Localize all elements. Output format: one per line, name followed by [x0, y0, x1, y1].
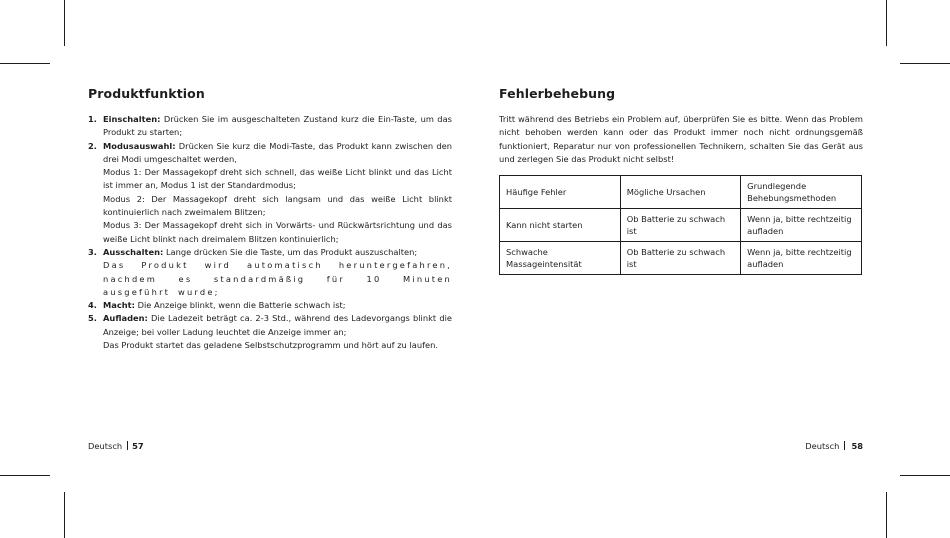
intro-paragraph: Tritt während des Betriebs ein Problem auf, überprüfen Sie es bitte. Wenn das Problem nicht behoben werden kann oder das Produkt immer noch nicht ordnungsgemäß funktioniert, Reparatur nur von professionellen Technikern, schalten Sie das Gerät aus und zerlegen Sie das Produkt nicht selbst! — [499, 114, 863, 164]
footer-language: Deutsch — [88, 441, 123, 451]
crop-mark — [900, 63, 950, 64]
table-row — [500, 242, 862, 275]
table-cell: Wenn ja, bitte rechtzeitig aufladen — [741, 242, 862, 275]
item-number: 1. — [88, 114, 97, 124]
feature-list — [88, 113, 452, 352]
list-item — [88, 246, 452, 299]
item-term: Modusauswahl: — [103, 140, 176, 151]
crop-mark — [900, 475, 950, 476]
item-text: Die Anzeige blinkt, wenn die Batterie schwach ist; — [137, 300, 346, 311]
item-number: 2. — [88, 140, 97, 151]
page-title: Fehlerbehebung — [499, 86, 616, 101]
list-item — [88, 113, 452, 140]
crop-mark — [886, 0, 887, 46]
table-header-row — [500, 176, 862, 209]
troubleshooting-table — [499, 175, 862, 275]
list-item — [88, 299, 452, 312]
column-header: Grundlegende Behebungsmethoden — [741, 176, 862, 209]
table-row — [500, 209, 862, 242]
footer-right — [805, 441, 863, 451]
column-header: Häufige Fehler — [500, 176, 621, 209]
item-text: Die Ladezeit beträgt ca. 2-3 Std., während des Ladevorgangs blinkt die Anzeige; bei voller Ladung leuchtet die Anzeige immer an; — [103, 313, 452, 337]
crop-mark — [0, 63, 50, 64]
table-cell: Kann nicht starten — [500, 209, 621, 242]
item-term: Ausschalten: — [103, 246, 164, 257]
item-term: Macht: — [103, 300, 135, 311]
list-item — [88, 312, 452, 352]
table-cell: Schwache Massageintensität — [500, 242, 621, 275]
item-text: Das Produkt wird automatisch heruntergefahren, nachdem es standardmäßig für 10 Minuten ausgeführt wurde; — [103, 260, 452, 297]
item-text: Modus 3: Der Massagekopf dreht sich in Vorwärts- und Rückwärtsrichtung und das weiße Licht blinkt nach dreimalem Blitzen kontinuierlich; — [103, 220, 452, 244]
item-text: Lange drücken Sie die Taste, um das Produkt auszuschalten; — [165, 246, 418, 257]
footer-language: Deutsch — [805, 441, 840, 451]
page-number: 58 — [851, 441, 863, 451]
crop-mark — [886, 492, 887, 538]
footer-divider — [127, 441, 128, 450]
table-cell: Ob Batterie zu schwach ist — [620, 209, 740, 242]
right-page — [499, 86, 863, 269]
footer-divider — [844, 441, 845, 450]
page-title: Produktfunktion — [88, 86, 205, 101]
list-item — [88, 140, 452, 246]
crop-mark — [64, 0, 65, 46]
item-text: Modus 1: Der Massagekopf dreht sich schnell, das weiße Licht blinkt und das Licht ist immer an, Modus 1 ist der Standardmodus; — [103, 167, 452, 191]
item-text: Das Produkt startet das geladene Selbstschutzprogramm und hört auf zu laufen. — [103, 340, 439, 351]
left-page — [88, 86, 452, 352]
column-header: Mögliche Ursachen — [620, 176, 740, 209]
page-number: 57 — [132, 441, 144, 451]
crop-mark — [0, 475, 50, 476]
item-number: 4. — [88, 300, 97, 311]
item-text: Drücken Sie im ausgeschalteten Zustand kurz die Ein-Taste, um das Produkt zu starten; — [103, 114, 452, 138]
item-text: Drücken Sie kurz die Modi-Taste, das Produkt kann zwischen den drei Modi umgeschaltet werden, — [103, 140, 452, 164]
item-number: 5. — [88, 313, 97, 324]
item-term: Einschalten: — [103, 114, 161, 124]
footer-left — [88, 441, 144, 451]
item-number: 3. — [88, 246, 97, 257]
table-cell: Wenn ja, bitte rechtzeitig aufladen — [741, 209, 862, 242]
table-cell: Ob Batterie zu schwach ist — [620, 242, 740, 275]
crop-mark — [64, 492, 65, 538]
item-text: Modus 2: Der Massagekopf dreht sich langsam und das weiße Licht blinkt kontinuierlich nach zweimalem Blitzen; — [103, 193, 452, 218]
item-term: Aufladen: — [103, 313, 148, 324]
